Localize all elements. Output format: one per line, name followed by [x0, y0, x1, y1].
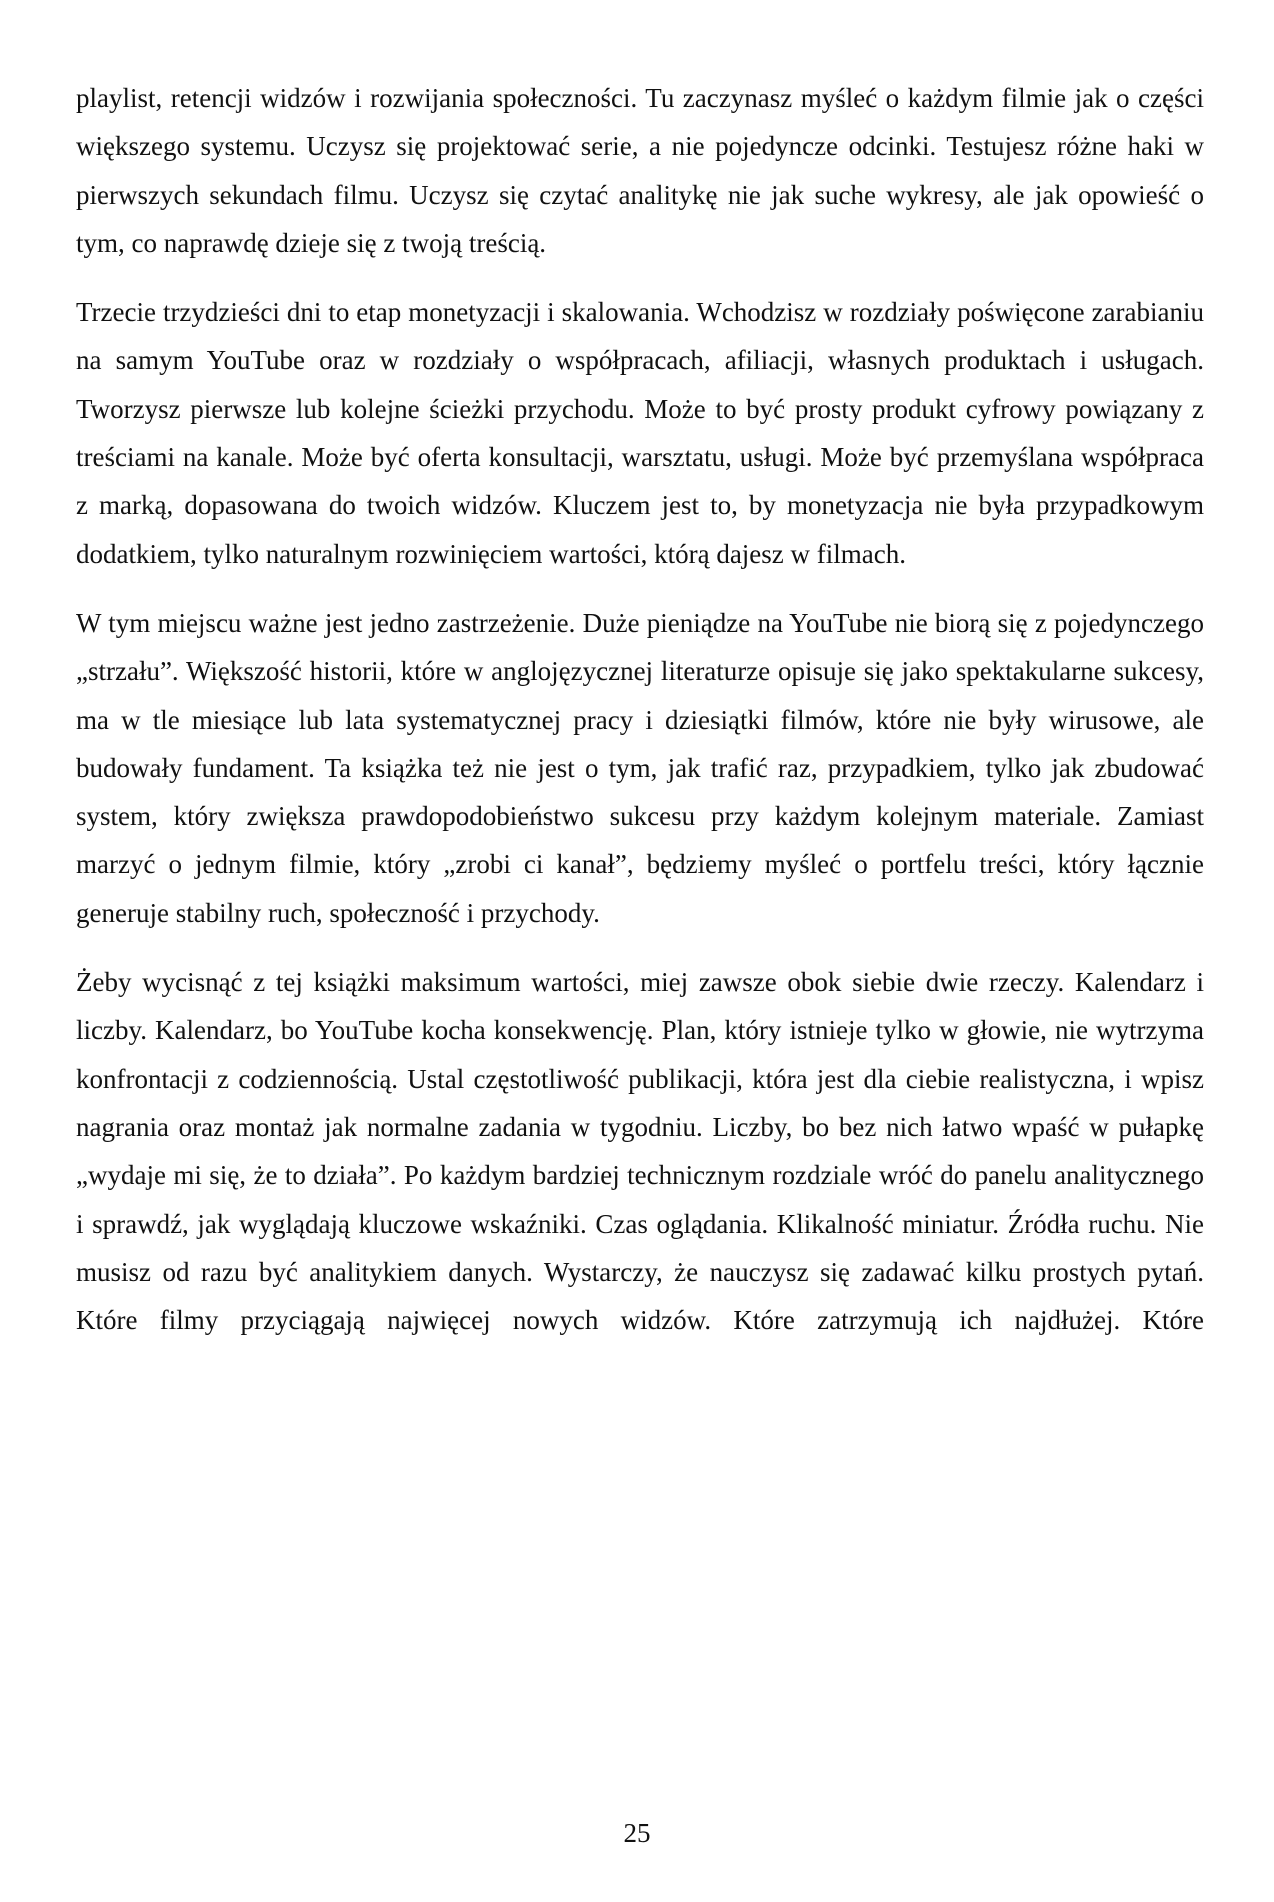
paragraph: playlist, retencji widzów i rozwijania społeczności. Tu zaczynasz myśleć o każdym filmie jak o części większego systemu. Uczysz się projektować serie, a nie pojedyncze odcinki. Testujesz różne haki w pierwszych sekundach filmu. Uczysz się czytać analitykę nie jak suche wykresy, ale jak opowieść o tym, co naprawdę dzieje się z twoją treścią. [76, 83, 1204, 258]
paragraph: Trzecie trzydzieści dni to etap monetyzacji i skalowania. Wchodzisz w rozdziały poświęcone zarabianiu na samym YouTube oraz w rozdziały o współpracach, afiliacji, własnych produktach i usługach. Tworzysz pierwsze lub kolejne ścieżki przychodu. Może to być prosty produkt cyfrowy powiązany z treściami na kanale. Może być oferta konsultacji, warsztatu, usługi. Może być przemyślana współpraca z marką, dopasowana do twoich widzów. Kluczem jest to, by monetyzacja nie była przypadkowym dodatkiem, tylko naturalnym rozwinięciem wartości, którą dajesz w filmach. [76, 297, 1204, 569]
page-number: 25 [623, 1818, 651, 1848]
page-body [76, 74, 1204, 1365]
paragraph: W tym miejscu ważne jest jedno zastrzeżenie. Duże pieniądze na YouTube nie biorą się z pojedynczego „strzału”. Większość historii, które w anglojęzycznej literaturze opisuje się jako spektakularne sukcesy, ma w tle miesiące lub lata systematycznej pracy i dziesiątki filmów, które nie były wirusowe, ale budowały fundament. Ta książka też nie jest o tym, jak trafić raz, przypadkiem, tylko jak zbudować system, który zwiększa prawdopodobieństwo sukcesu przy każdym kolejnym materiale. Zamiast marzyć o jednym filmie, który „zrobi ci kanał”, będziemy myśleć o portfelu treści, który łącznie generuje stabilny ruch, społeczność i przychody. [76, 607, 1204, 928]
paragraph: Żeby wycisnąć z tej książki maksimum wartości, miej zawsze obok siebie dwie rzeczy. Kalendarz i liczby. Kalendarz, bo YouTube kocha konsekwencję. Plan, który istnieje tylko w głowie, nie wytrzyma konfrontacji z codziennością. Ustal częstotliwość publikacji, która jest dla ciebie realistyczna, i wpisz nagrania oraz montaż jak normalne zadania w tygodniu. Liczby, bo bez nich łatwo wpaść w pułapkę „wydaje mi się, że to działa”. Po każdym bardziej technicznym rozdziale wróć do panelu analitycznego i sprawdź, jak wyglądają kluczowe wskaźniki. Czas oglądania. Klikalność miniatur. Źródła ruchu. Nie musisz od razu być analitykiem danych. Wystarczy, że nauczysz się zadawać kilku prostych pytań. Które filmy przyciągają najwięcej nowych widzów. Które zatrzymują ich najdłużej. Które [76, 967, 1204, 1336]
